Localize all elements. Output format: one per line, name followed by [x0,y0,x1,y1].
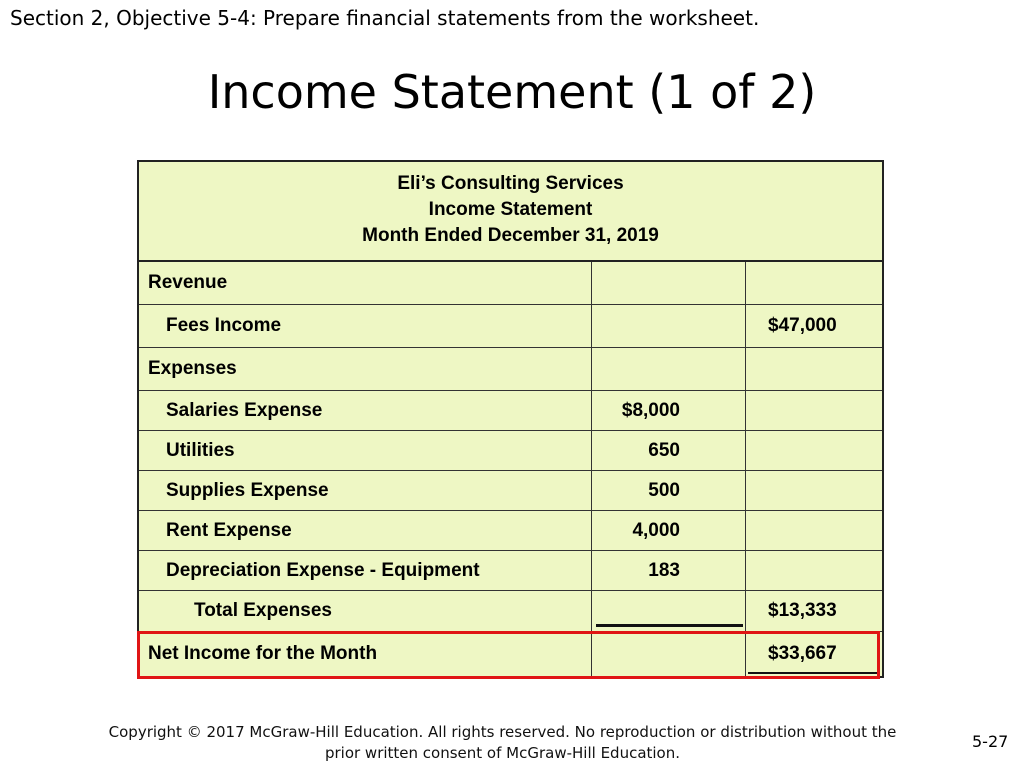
row-label: Net Income for the Month [139,632,592,676]
table-row-utilities [139,431,882,471]
row-amount-col2: $13,333 [768,600,837,621]
income-statement-table [137,160,884,678]
row-label: Salaries Expense [139,391,592,430]
table-row-rent-expense [139,511,882,551]
row-amount-col1 [592,305,746,347]
copyright-footer [60,722,945,764]
row-label: Total Expenses [139,591,592,631]
row-label: Fees Income [139,305,592,347]
row-label: Supplies Expense [139,471,592,510]
table-row-fees-income [139,305,882,348]
total-single-underline [596,624,743,627]
statement-period: Month Ended December 31, 2019 [362,225,659,246]
row-amount-col2 [746,391,882,430]
statement-name: Income Statement [428,199,593,220]
row-label: Revenue [139,262,592,304]
section-objective-header: Section 2, Objective 5-4: Prepare financial statements from the worksheet. [10,6,760,30]
row-amount-col2 [746,262,882,304]
table-row-expenses [139,348,882,391]
row-amount-col2 [746,431,882,470]
copyright-line-1: Copyright © 2017 McGraw-Hill Education. All rights reserved. No reproduction or distribution without the [108,723,897,741]
row-amount-col1 [592,262,746,304]
row-amount-col1 [592,348,746,390]
table-row-revenue [139,262,882,305]
table-row-salaries-expense [139,391,882,431]
row-label: Depreciation Expense - Equipment [139,551,592,590]
copyright-line-2: prior written consent of McGraw-Hill Education. [324,744,681,762]
slide-title: Income Statement (1 of 2) [207,65,817,119]
statement-heading [139,162,882,262]
row-amount-col1: 4,000 [592,511,746,550]
net-income-highlight-box [137,631,880,679]
row-amount-col1: 183 [592,551,746,590]
company-name: Eli’s Consulting Services [397,173,624,194]
row-amount-col2: $47,000 [768,315,837,336]
row-label: Expenses [139,348,592,390]
row-amount-col2 [746,348,882,390]
table-row-total-expenses [139,591,882,632]
row-amount-col2 [746,551,882,590]
row-amount-col2 [746,511,882,550]
row-amount-col1: $8,000 [592,391,746,430]
page-number: 5-27 [972,732,1009,751]
row-label: Rent Expense [139,511,592,550]
row-amount-col1: 500 [592,471,746,510]
row-label: Utilities [139,431,592,470]
row-amount-col1: 650 [592,431,746,470]
row-amount-col2 [746,471,882,510]
table-row-supplies-expense [139,471,882,511]
row-amount-col2: $33,667 [768,643,837,664]
table-row-depreciation-expense [139,551,882,591]
